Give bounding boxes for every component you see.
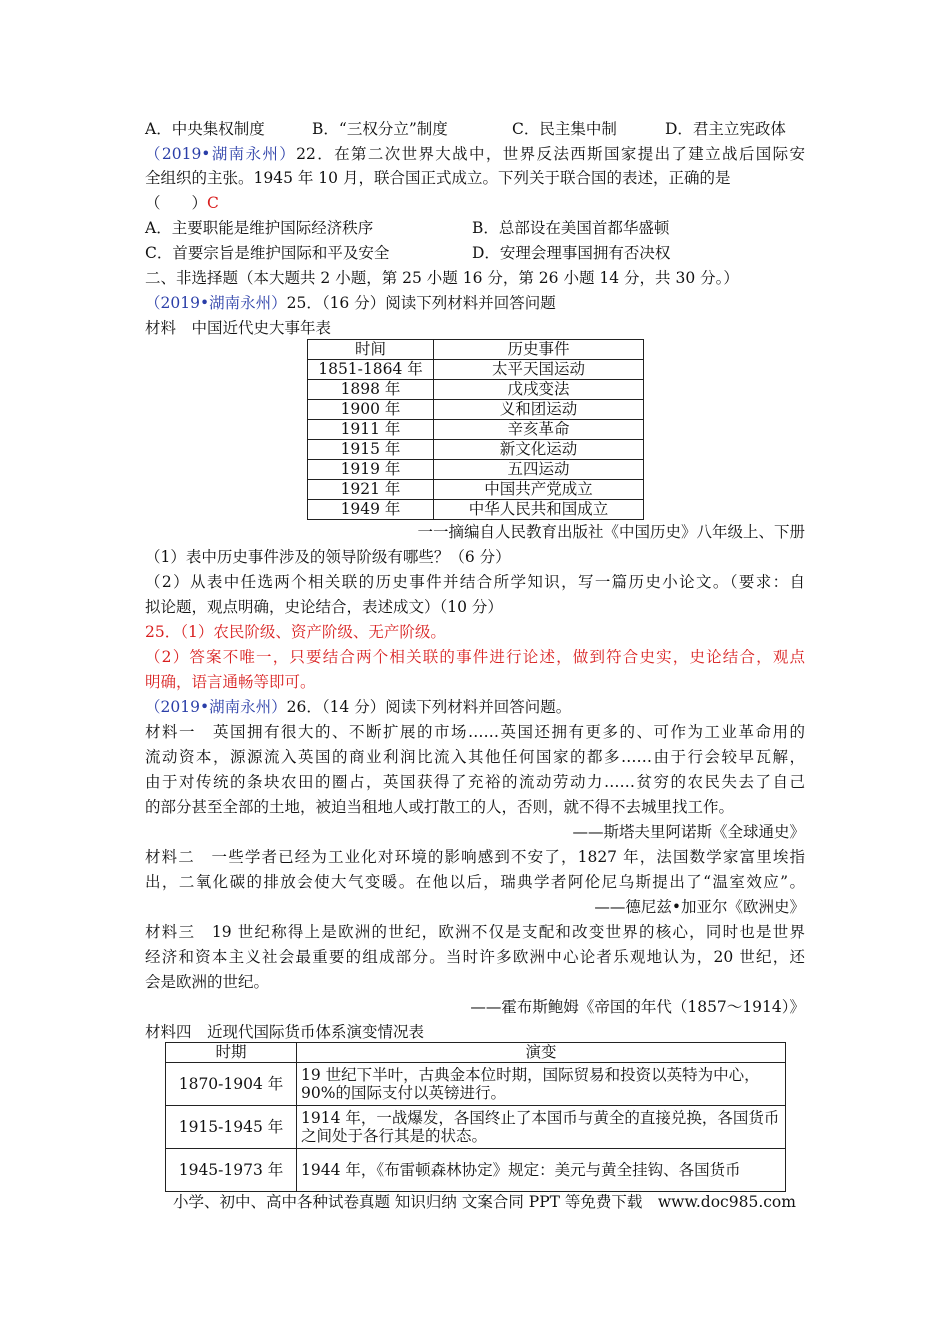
material-1-line3: 由于对传统的条块农田的圈占，英国获得了充裕的流动劳动力……贫穷的农民失去了自己 <box>145 773 805 791</box>
column-header-event: 历史事件 <box>434 340 644 360</box>
time-cell: 1911 年 <box>308 420 434 440</box>
time-cell: 1898 年 <box>308 380 434 400</box>
table-row <box>308 480 644 500</box>
q22-option-d: D．安理会理事国拥有否决权 <box>472 244 671 262</box>
q22-source: （2019•湖南永州） <box>145 145 297 163</box>
material-1-line1: 材料一 英国拥有很大的、不断扩展的市场……英国还拥有更多的、可作为工业革命用的 <box>145 723 805 741</box>
event-cell: 太平天国运动 <box>434 360 644 380</box>
time-cell: 1900 年 <box>308 400 434 420</box>
time-cell: 1949 年 <box>308 500 434 520</box>
event-cell: 中国共产党成立 <box>434 480 644 500</box>
q25-answer-2-line2: 明确，语言通畅等即可。 <box>145 673 316 691</box>
material-4-title: 材料四 近现代国际货币体系演变情况表 <box>145 1023 425 1041</box>
q21-option-a: A．中央集权制度 <box>145 120 265 138</box>
q25-answer-1: 25．（1）农民阶级、资产阶级、无产阶级。 <box>145 623 446 641</box>
material-3-line3: 会是欧洲的世纪。 <box>145 973 270 991</box>
column-header-time: 时间 <box>308 340 434 360</box>
q22-option-b: B．总部设在美国首都华盛顿 <box>472 219 670 237</box>
event-cell: 戊戌变法 <box>434 380 644 400</box>
material-2-line1: 材料二 一些学者已经为工业化对环境的影响感到不安了，1827 年，法国数学家富里埃指 <box>145 848 805 866</box>
event-cell: 中华人民共和国成立 <box>434 500 644 520</box>
table-row <box>308 460 644 480</box>
event-cell: 义和团运动 <box>434 400 644 420</box>
event-cell: 辛亥革命 <box>434 420 644 440</box>
material-1-citation: ——斯塔夫里阿诺斯《全球通史》 <box>572 823 805 841</box>
material-2-line2: 出，二氧化碳的排放会使大气变暖。在他以后，瑞典学者阿伦尼乌斯提出了“温室效应”。 <box>145 873 805 891</box>
table-row <box>308 400 644 420</box>
q22-option-a: A．主要职能是维护国际经济秩序 <box>145 219 374 237</box>
material-3-line2: 经济和资本主义社会最重要的组成部分。当时许多欧洲中心论者乐观地认为，20 世纪，还 <box>145 948 805 966</box>
page-footer: 小学、初中、高中各种试卷真题 知识归纳 文案合同 PPT 等免费下载 www.doc985.com <box>173 1193 796 1211</box>
column-header-period: 时期 <box>166 1043 297 1063</box>
q25-citation: 一一摘编自人民教育出版社《中国历史》八年级上、下册 <box>417 523 805 541</box>
material-3-citation: ——霍布斯鲍姆《帝国的年代（1857～1914）》 <box>470 998 805 1016</box>
table-row <box>308 380 644 400</box>
evolution-cell: 19 世纪下半叶，古典金本位时期，国际贸易和投资以英特为中心，90%的国际支付以英镑进行。 <box>297 1063 786 1106</box>
q22-option-c: C．首要宗旨是维护国际和平及安全 <box>145 244 390 262</box>
time-cell: 1915 年 <box>308 440 434 460</box>
period-cell: 1870-1904 年 <box>166 1063 297 1106</box>
table-header-row <box>308 340 644 360</box>
q22-stem-line2: 全组织的主张。1945 年 10 月，联合国正式成立。下列关于联合国的表述，正确的是 <box>145 169 731 187</box>
evolution-cell: 1914 年，一战爆发，各国终止了本国币与黄全的直接兑换，各国货币之间处于各行其是的状态。 <box>297 1106 786 1149</box>
table-row <box>308 440 644 460</box>
event-cell: 五四运动 <box>434 460 644 480</box>
q22-stem-line1: （2019•湖南永州）22．在第二次世界大战中，世界反法西斯国家提出了建立战后国际安 <box>145 145 805 163</box>
material-2-citation: ——德尼兹•加亚尔《欧洲史》 <box>594 898 805 916</box>
q25-answer-2-line1: （2）答案不唯一，只要结合两个相关联的事件进行论述，做到符合史实，史论结合，观点 <box>145 648 805 666</box>
table-row <box>308 360 644 380</box>
table-row <box>166 1149 786 1192</box>
material-1-line2: 流动资本，源源流入英国的商业利润比流入其他任何国家的都多……由于行会较早瓦解， <box>145 748 805 766</box>
column-header-evolution: 演变 <box>297 1043 786 1063</box>
q25-subquestion-1: （1）表中历史事件涉及的领导阶级有哪些？（6 分） <box>145 548 511 566</box>
q22-answer: C <box>207 194 219 212</box>
monetary-system-table <box>165 1042 786 1192</box>
q25-stem: （2019•湖南永州）25．（16 分）阅读下列材料并回答问题 <box>145 294 556 312</box>
table-row <box>308 420 644 440</box>
q21-option-d: D．君主立宪政体 <box>665 120 786 138</box>
period-cell: 1945-1973 年 <box>166 1149 297 1192</box>
q26-stem: （2019•湖南永州）26．（14 分）阅读下列材料并回答问题。 <box>145 698 572 716</box>
table-row <box>308 500 644 520</box>
table-header-row <box>166 1043 786 1063</box>
evolution-cell: 1944 年，《布雷顿森林协定》规定：美元与黄全挂钩、各国货币 <box>297 1149 786 1192</box>
event-cell: 新文化运动 <box>434 440 644 460</box>
q22-answer-blank: （ ）C <box>145 194 219 212</box>
period-cell: 1915-1945 年 <box>166 1106 297 1149</box>
time-cell: 1919 年 <box>308 460 434 480</box>
q25-subquestion-2-line2: 拟论题，观点明确，史论结合，表述成文）（10 分） <box>145 598 503 616</box>
material-1-line4: 的部分甚至全部的土地，被迫当租地人或打散工的人，否则，就不得不去城里找工作。 <box>145 798 735 816</box>
q21-option-c: C．民主集中制 <box>512 120 617 138</box>
time-cell: 1921 年 <box>308 480 434 500</box>
q25-subquestion-2-line1: （2）从表中任选两个相关联的历史事件并结合所学知识，写一篇历史小论文。（要求：自 <box>145 573 805 591</box>
q21-option-b: B．“三权分立”制度 <box>312 120 448 138</box>
time-cell: 1851-1864 年 <box>308 360 434 380</box>
material-3-line1: 材料三 19 世纪称得上是欧洲的世纪，欧洲不仅是支配和改变世界的核心，同时也是世界 <box>145 923 805 941</box>
section-heading: 二、非选择题（本大题共 2 小题，第 25 小题 16 分，第 26 小题 14 分，共 30 分。） <box>145 269 739 287</box>
table-row <box>166 1063 786 1106</box>
q25-material-title: 材料 中国近代史大事年表 <box>145 319 332 337</box>
timeline-table <box>307 339 644 520</box>
table-row <box>166 1106 786 1149</box>
